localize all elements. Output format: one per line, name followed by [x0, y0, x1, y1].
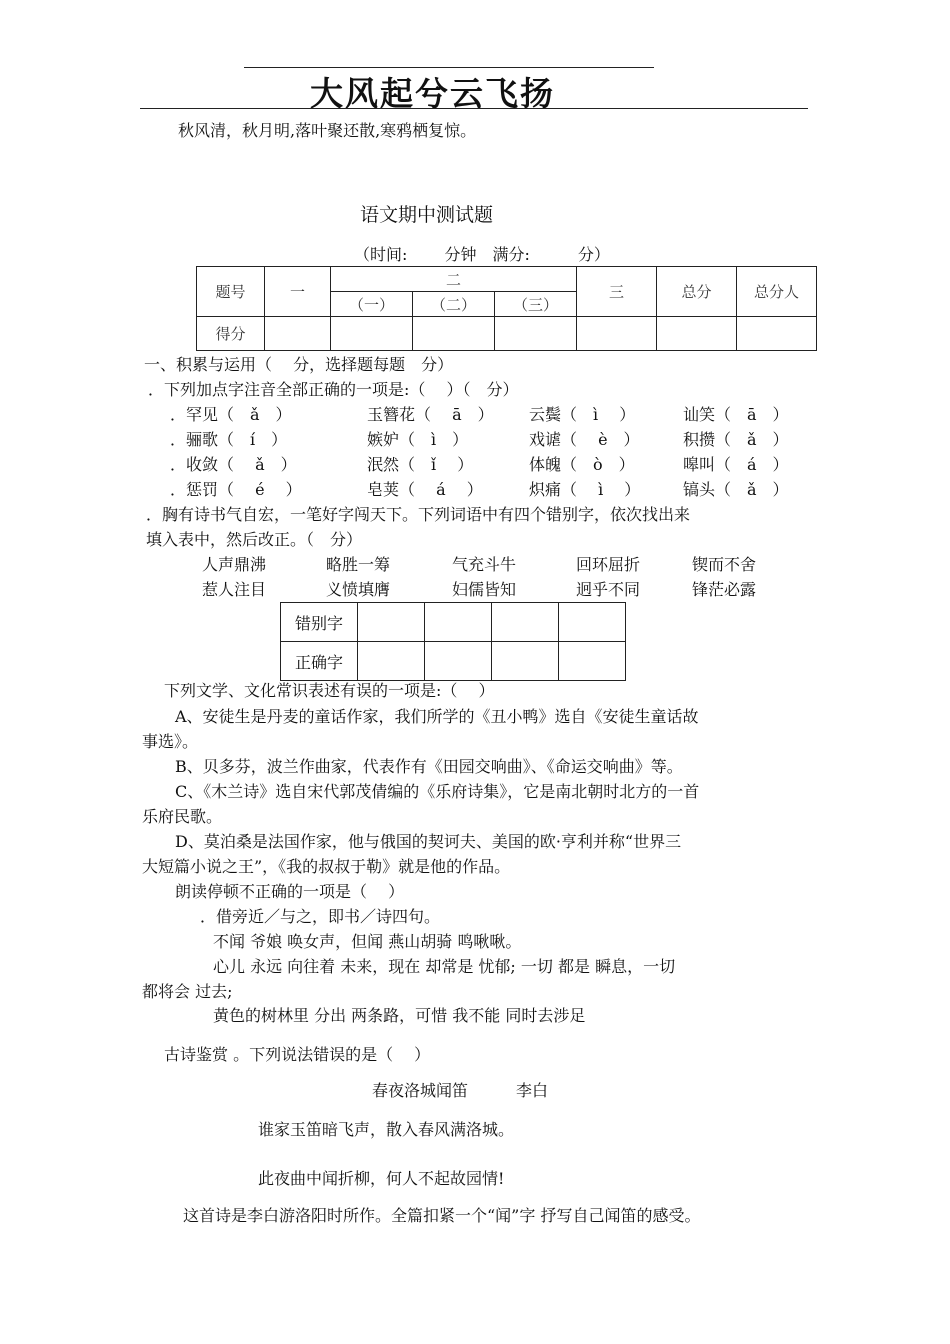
score-col-3: 三 [577, 267, 657, 317]
answer-cell[interactable] [358, 603, 425, 642]
q1-option: 云鬓（ ì ） [529, 405, 636, 424]
exam-title: 语文期中测试题 [360, 204, 494, 226]
poem-comment: 这首诗是李白游洛阳时所作。全篇扣紧一个“闻”字 抒写自己闻笛的感受。 [183, 1206, 701, 1225]
q3-stem: 下列文学、文化常识表述有误的一项是:（ ） [164, 681, 495, 700]
q1-option: 玉簪花（ ā ） [367, 405, 494, 424]
q1-option: ．骊歌（ í ） [170, 430, 288, 449]
q1-option: 皂荚（ á ） [367, 480, 483, 499]
score-cell[interactable] [331, 317, 413, 351]
q1-option: 嗥叫（ á ） [683, 455, 789, 474]
q2-word: 妇儒皆知 [452, 580, 517, 599]
q2-word: 气充斗牛 [452, 555, 517, 574]
score-sub-2: （二） [413, 292, 495, 317]
wrong-char-label: 错别字 [281, 603, 358, 642]
score-label-points: 得分 [197, 317, 265, 351]
poem-title: 春夜洛城闻笛 李白 [372, 1081, 549, 1100]
score-col-1: 一 [265, 267, 331, 317]
q2-word: 锋茫必露 [692, 580, 757, 599]
score-label-question: 题号 [197, 267, 265, 317]
score-cell[interactable] [265, 317, 331, 351]
q2-word: 略胜一筹 [326, 555, 391, 574]
q1-option: 镐头（ ǎ ） [683, 480, 789, 499]
q4-option-c: 心儿 永远 向往着 未来，现在 却常是 忧郁; 一切 都是 瞬息，一切 [213, 957, 676, 976]
q1-option: 积攒（ ǎ ） [683, 430, 789, 449]
score-cell[interactable] [495, 317, 577, 351]
q3-option-b: B、贝多芬，波兰作曲家，代表作有《田园交响曲》、《命运交响曲》等。 [175, 757, 683, 776]
banner-calligraphy: 大风起兮云飞扬 [310, 74, 555, 113]
q1-option: 泯然（ ǐ ） [367, 455, 474, 474]
poem-line-2: 此夜曲中闻折柳，何人不起故园情! [258, 1169, 505, 1188]
score-col-total: 总分 [657, 267, 737, 317]
score-col-2: 二 [331, 267, 577, 292]
answer-cell[interactable] [559, 603, 626, 642]
score-cell[interactable] [577, 317, 657, 351]
section-heading: 一、积累与运用（ 分，选择题每题 分） [144, 355, 454, 374]
q2-word: 人声鼎沸 [202, 555, 267, 574]
q1-option: 讪笑（ ā ） [683, 405, 789, 424]
score-cell[interactable] [413, 317, 495, 351]
q4-option-c-cont: 都将会 过去; [142, 982, 233, 1001]
q5-stem: 古诗鉴赏 。下列说法错误的是（ ） [164, 1045, 431, 1064]
q3-option-a: A、安徒生是丹麦的童话作家，我们所学的《丑小鸭》选自《安徒生童话故 [175, 707, 699, 726]
q1-option: 炽痛（ ì ） [529, 480, 641, 499]
q3-option-a-cont: 事选》。 [142, 732, 199, 751]
answer-cell[interactable] [425, 642, 492, 681]
q4-option-a: ．借旁近／与之，即书／诗四句。 [200, 907, 441, 926]
q1-stem: ．下列加点字注音全部正确的一项是:（ ）（ 分） [148, 380, 519, 399]
right-char-label: 正确字 [281, 642, 358, 681]
q3-option-c-cont: 乐府民歌。 [142, 807, 223, 826]
q2-word: 惹人注目 [202, 580, 267, 599]
answer-cell[interactable] [358, 642, 425, 681]
score-col-scorer: 总分人 [737, 267, 817, 317]
q4-option-b: 不闻 爷娘 唤女声，但闻 燕山胡骑 鸣啾啾。 [213, 932, 522, 951]
score-table [196, 266, 817, 351]
q1-option: ．罕见（ ǎ ） [170, 405, 292, 424]
q3-option-d-cont: 大短篇小说之王”，《我的叔叔于勒》就是他的作品。 [142, 857, 511, 876]
q1-option: 戏谑（ è ） [529, 430, 640, 449]
q2-word: 锲而不舍 [692, 555, 757, 574]
answer-cell[interactable] [492, 642, 559, 681]
q2-word: 义愤填膺 [326, 580, 391, 599]
q1-option: 嫉妒（ ì ） [367, 430, 469, 449]
exam-time-line: （时间: 分钟 满分: 分） [354, 245, 610, 264]
score-sub-1: （一） [331, 292, 413, 317]
q2-word: 迥乎不同 [576, 580, 641, 599]
q4-stem: 朗读停顿不正确的一项是（ ） [175, 882, 405, 901]
score-cell[interactable] [737, 317, 817, 351]
correction-table [280, 602, 626, 681]
score-cell[interactable] [657, 317, 737, 351]
q1-option: ．惩罚（ é ） [170, 480, 302, 499]
poem-line-1: 谁家玉笛暗飞声，散入春风满洛城。 [258, 1120, 515, 1139]
q3-option-d: D、莫泊桑是法国作家，他与俄国的契诃夫、美国的欧·亨利并称“世界三 [175, 832, 682, 851]
q2-stem-line-2: 填入表中，然后改正。（ 分） [146, 530, 363, 549]
motto-line: 秋风清，秋月明,落叶聚还散,寒鸦栖复惊。 [178, 121, 477, 140]
q1-option: ．收敛（ ǎ ） [170, 455, 297, 474]
q4-option-d: 黄色的树林里 分出 两条路，可惜 我不能 同时去涉足 [213, 1006, 586, 1025]
answer-cell[interactable] [492, 603, 559, 642]
q3-option-c: C、《木兰诗》选自宋代郭茂倩编的《乐府诗集》，它是南北朝时北方的一首 [175, 782, 700, 801]
answer-cell[interactable] [425, 603, 492, 642]
q1-option: 体魄（ ò ） [529, 455, 635, 474]
answer-cell[interactable] [559, 642, 626, 681]
q2-word: 回环屈折 [576, 555, 641, 574]
score-sub-3: （三） [495, 292, 577, 317]
q2-stem-line-1: ．胸有诗书气自宏，一笔好字闯天下。下列词语中有四个错别字，依次找出来 [146, 505, 691, 524]
header-rule-bottom [140, 108, 808, 109]
